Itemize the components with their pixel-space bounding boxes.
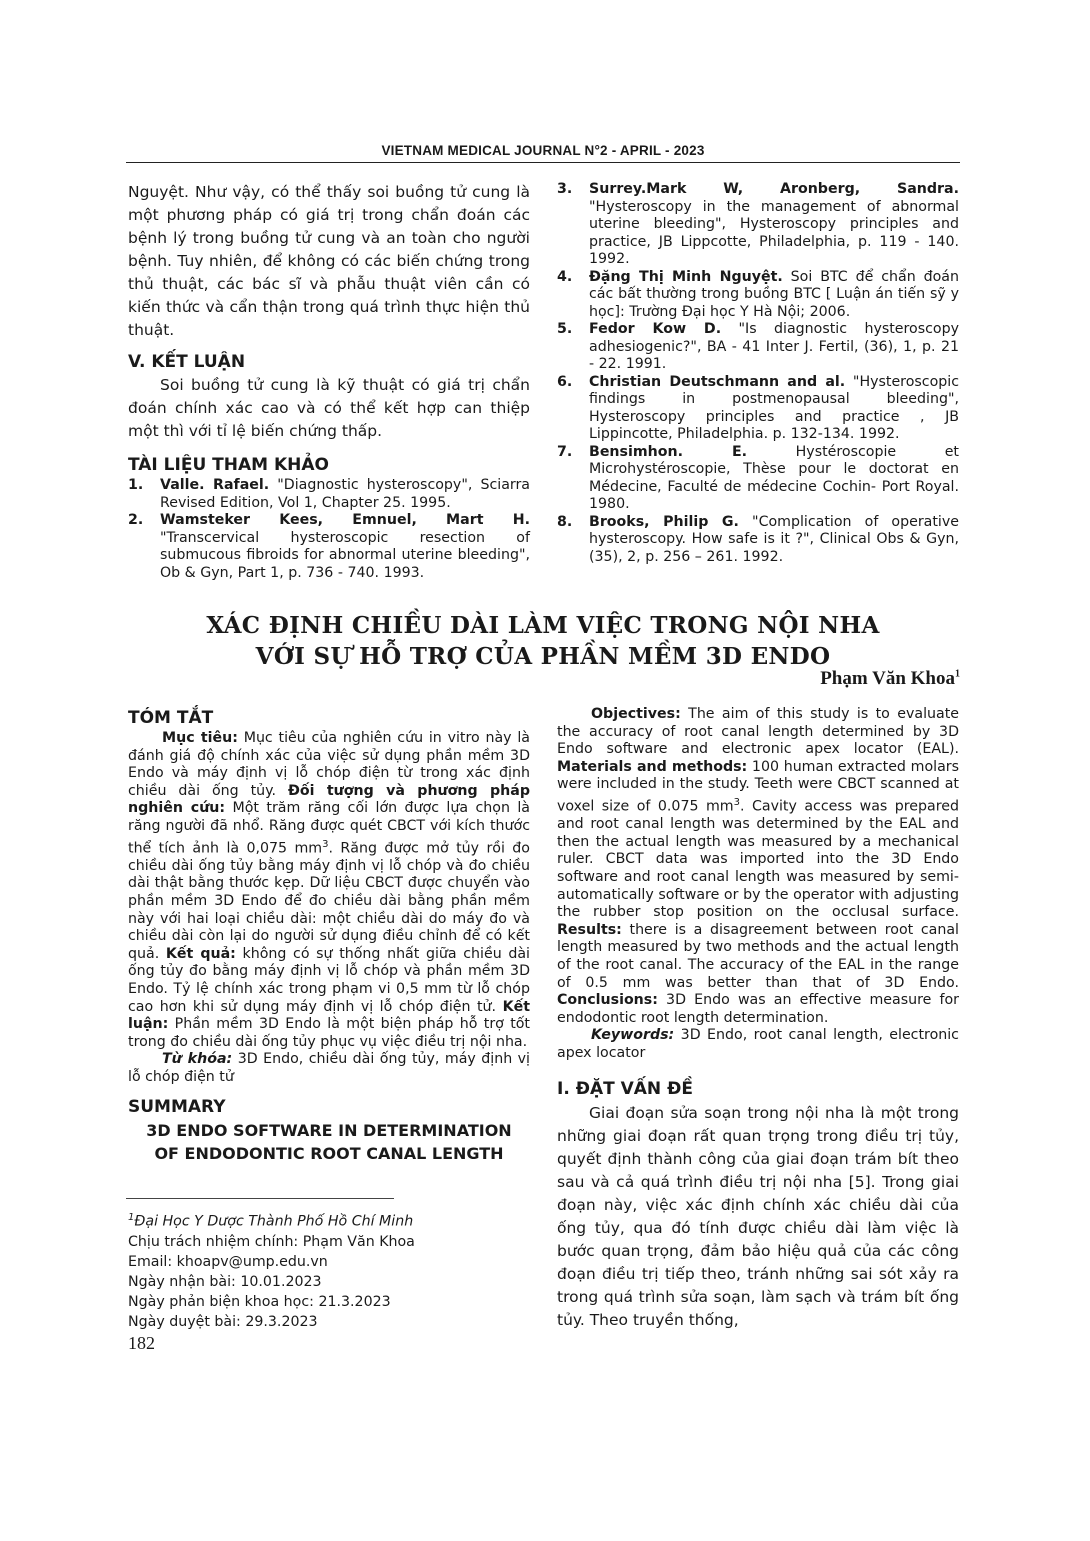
text-methods-b: . Cavity access was prepared and root canal length was determined by the EAL and then the actual length was measured by a mechanical ruler. CBCT data was imported into the 3D Endo software and root canal length was measured by semi-automatically software or by the operator with adjusting the rubber stop position on the occlusal surface. (557, 798, 959, 921)
intro-paragraph: Giai đoạn sửa soạn trong nội nha là một trong những giai đoạn rất quan trọng trong điều trị tủy, quyết định thành công của giai đoạn trám bít theo sau và cả quá trình điều trị nội nha [5]. Trong giai đoạn này, việc xác định chính xác chiều dài của ống tủy, qua đó tính được chiều dài làm việc là bước quan trọng, đảm bảo hiệu quả của các công đoạn điều trị tiếp theo, tránh những sai sót xảy ra trong quá trình sửa soạn, làm sạch và trám bít ống tủy. Theo truyền thống, (557, 1103, 959, 1329)
left-column-top (128, 181, 530, 582)
footnote-affiliation (128, 1208, 415, 1232)
label-tu-khoa: Từ khóa: (162, 1051, 233, 1068)
reference-number: 6. (557, 373, 573, 390)
footnote-rule (126, 1198, 394, 1199)
reference-author: Wamsteker Kees, Emnuel, Mart H. (160, 512, 530, 528)
label-muc-tieu: Mục tiêu: (162, 730, 238, 746)
text-ket-qua: không có sự thống nhất giữa chiều dài ống tủy đo bằng máy định vị lỗ chóp và phần mềm 3D Endo. Tỷ lệ chính xác trong phạm vi 0,5 mm từ lỗ chóp cao hơn khi sử dụng máy định vị lỗ chóp điện tử. (128, 945, 530, 1015)
keywords-en (557, 1027, 959, 1062)
text-doi-tuong-a: Một trăm răng cối lớn được lựa chọn là răng người đã nhổ. Răng được quét CBCT với kích thước thể tích ảnh là 0,075 mm (128, 800, 530, 857)
conclusion-heading: V. KẾT LUẬN (128, 352, 246, 372)
reference-number: 8. (557, 513, 573, 530)
footnote (128, 1208, 415, 1332)
footnote-reviewed: Ngày phản biện khoa học: 21.3.2023 (128, 1293, 391, 1310)
superscript-3: 3 (322, 838, 329, 850)
summary-title-line-2: OF ENDODONTIC ROOT CANAL LENGTH (154, 1143, 504, 1163)
keywords-vi (128, 1051, 530, 1086)
label-doi-tuong: Đối tượng và phương pháp nghiên cứu: (128, 782, 531, 817)
text-keywords: 3D Endo, root canal length, electronic apex locator (557, 1027, 959, 1062)
affiliation-text: Đại Học Y Dược Thành Phố Hồ Chí Minh (134, 1213, 414, 1230)
label-methods: Materials and methods: (557, 758, 748, 775)
header-rule (126, 162, 960, 163)
reference-author: Christian Deutschmann and al. (589, 373, 846, 390)
footnote-received: Ngày nhận bài: 10.01.2023 (128, 1273, 322, 1290)
summary-title-line-1: 3D ENDO SOFTWARE IN DETERMINATION (146, 1120, 512, 1140)
conclusion-paragraph: Soi buồng tử cung là kỹ thuật có giá trị chẩn đoán chính xác cao và có thể kết hợp can thiệp một thì với tỉ lệ biến chứng thấp. (128, 376, 530, 440)
abstract-vi-heading: TÓM TẮT (128, 708, 214, 728)
reference-text: "Hysteroscopy in the management of abnormal uterine bleeding", Hysteroscopy principles and practice, JB Lippcotte, Philadelphia, p. 119 - 140. 1992. (589, 198, 959, 267)
author-name: Phạm Văn Khoa (820, 668, 955, 689)
reference-text: Hystéroscopie et Microhystéroscopie, Thèse pour le doctorat en Médecine, Faculté de médecine Cochin- Port Royal. 1980. (589, 443, 959, 512)
reference-text: "Hysteroscopic findings in postmenopausal bleeding", Hysteroscopy principles and practice , JB Lippincotte, Philadelphia. p. 132-134. 1992. (589, 373, 960, 442)
text-results: there is a disagreement between root canal length measured by two methods and the actual length of the root canal. The accuracy of the EAL in the range of 0.5 mm was better than that of 3D Endo. (557, 921, 959, 991)
text-doi-tuong-b: . Răng được mở tủy rồi đo chiều dài ống tủy bằng máy định vị lỗ chóp và đo chiều dài thật bằng thước kẹp. Dữ liệu CBCT được chuyển vào phần mềm 3D Endo để đo chiều dài bằng phần mềm này với hai loại chiều dài: một chiều dài do máy đo và chiều dài còn lại do người sử dụng điều chỉnh để có kết quả. (128, 840, 530, 962)
discussion-paragraph: Nguyệt. Như vậy, có thể thấy soi buồng tử cung là một phương pháp có giá trị trong chẩn đoán các bệnh lý trong buồng tử cung và an toàn cho người bệnh. Tuy nhiên, để không có các biến chứng trong thủ thuật, các bác sĩ và phẫu thuật viên cần có kiến thức và cẩn thận trong quá trình thực hiện thủ thuật. (128, 183, 530, 339)
reference-item (557, 374, 959, 444)
footnote-email: Email: khoapv@ump.edu.vn (128, 1253, 328, 1270)
label-results: Results: (557, 921, 622, 938)
reference-number: 2. (128, 512, 144, 528)
footnote-approved: Ngày duyệt bài: 29.3.2023 (128, 1313, 318, 1330)
abstract-vi (128, 708, 530, 1165)
reference-author: Bensimhon. E. (589, 443, 748, 460)
reference-author: Fedor Kow D. (589, 321, 722, 337)
reference-text: "Diagnostic hysteroscopy", Sciarra Revised Edition, Vol 1, Chapter 25. 1995. (160, 477, 531, 511)
intro-heading: I. ĐẶT VẤN ĐỀ (557, 1078, 693, 1099)
abstract-vi-body (128, 730, 530, 1051)
reference-item (557, 444, 959, 514)
reference-number: 5. (557, 321, 573, 337)
label-ket-qua: Kết quả: (165, 945, 236, 962)
references-heading: TÀI LIỆU THAM KHẢO (128, 455, 329, 475)
reference-text: Soi BTC để chẩn đoán các bất thường trong buồng BTC [ Luận án tiến sỹ y học]: Trường Đại học Y Hà Nội; 2006. (589, 268, 959, 320)
label-conclusions: Conclusions: (557, 992, 658, 1009)
reference-list-right (557, 181, 959, 566)
footnote-responsible: Chịu trách nhiệm chính: Phạm Văn Khoa (128, 1233, 415, 1250)
text-methods-a: 100 human extracted molars were included in the study. Teeth were CBCT scanned at voxel size of 0.075 mm (557, 758, 959, 815)
reference-number: 7. (557, 443, 573, 460)
reference-text: "Transcervical hysteroscopic resection of submucous fibroids for abnormal uterine bleeding", Ob & Gyn, Part 1, p. 736 - 740. 1993. (160, 529, 530, 581)
reference-item (557, 181, 959, 269)
reference-author: Surrey.Mark W, Aronberg, Sandra. (589, 181, 959, 197)
reference-item (557, 514, 959, 567)
summary-heading: SUMMARY (128, 1096, 226, 1117)
label-objectives: Objectives: (591, 706, 681, 722)
reference-number: 3. (557, 181, 573, 197)
page-number: 182 (128, 1333, 155, 1353)
article-author (820, 668, 960, 690)
abstract-en-body (557, 706, 959, 1027)
label-keywords: Keywords: (591, 1027, 675, 1044)
running-header: VIETNAM MEDICAL JOURNAL N°2 - APRIL - 2023 (381, 143, 705, 158)
reference-text: "Complication of operative hysteroscopy. How safe is it ?", Clinical Obs & Gyn, (35), 2, p. 256 – 261. 1992. (589, 513, 959, 565)
reference-author: Đặng Thị Minh Nguyệt. (589, 268, 783, 285)
reference-author: Brooks, Philip G. (589, 513, 739, 530)
reference-text: "Is diagnostic hysteroscopy adhesiogenic?", BA - 41 Inter J. Fertil, (36), 1, p. 21 - 22. 1991. (589, 321, 959, 372)
text-objectives: The aim of this study is to evaluate the accuracy of root canal length determined by 3D Endo software and electronic apex locator (EAL). (557, 706, 959, 758)
text-muc-tieu: Mục tiêu của nghiên cứu in vitro này là đánh giá độ chính xác của việc sử dụng phần mềm 3D Endo và máy định vị lỗ chóp điện từ trong xác định chiều dài ống tủy. (128, 730, 531, 799)
reference-number: 1. (128, 477, 144, 493)
text-tu-khoa: 3D Endo, chiều dài ống tủy, máy định vị lỗ chóp điện tử (128, 1051, 531, 1086)
text-conclusions: 3D Endo was an effective measure for endodontic root length determination. (557, 992, 959, 1026)
superscript-3: 3 (733, 796, 740, 808)
reference-author: Valle. Rafael. (160, 477, 270, 493)
reference-item (128, 512, 530, 582)
reference-item (128, 477, 530, 512)
reference-item (557, 269, 959, 322)
reference-item (557, 321, 959, 374)
abstract-en (557, 706, 959, 1332)
label-ket-luan: Kết luận: (128, 998, 530, 1033)
article-title-line-2: VỚI SỰ HỖ TRỢ CỦA PHẦN MỀM 3D ENDO (255, 643, 831, 670)
text-ket-luan: Phần mềm 3D Endo là một biện pháp hỗ trợ tốt trong đo chiều dài ống tủy phục vụ việc điều trị nội nha. (128, 1016, 530, 1050)
article-title-line-1: XÁC ĐỊNH CHIỀU DÀI LÀM VIỆC TRONG NỘI NHA (206, 612, 880, 639)
footnote-mark: 1 (128, 1212, 135, 1223)
author-affiliation-mark: 1 (955, 668, 960, 680)
reference-number: 4. (557, 268, 573, 285)
reference-list-left (128, 477, 530, 582)
